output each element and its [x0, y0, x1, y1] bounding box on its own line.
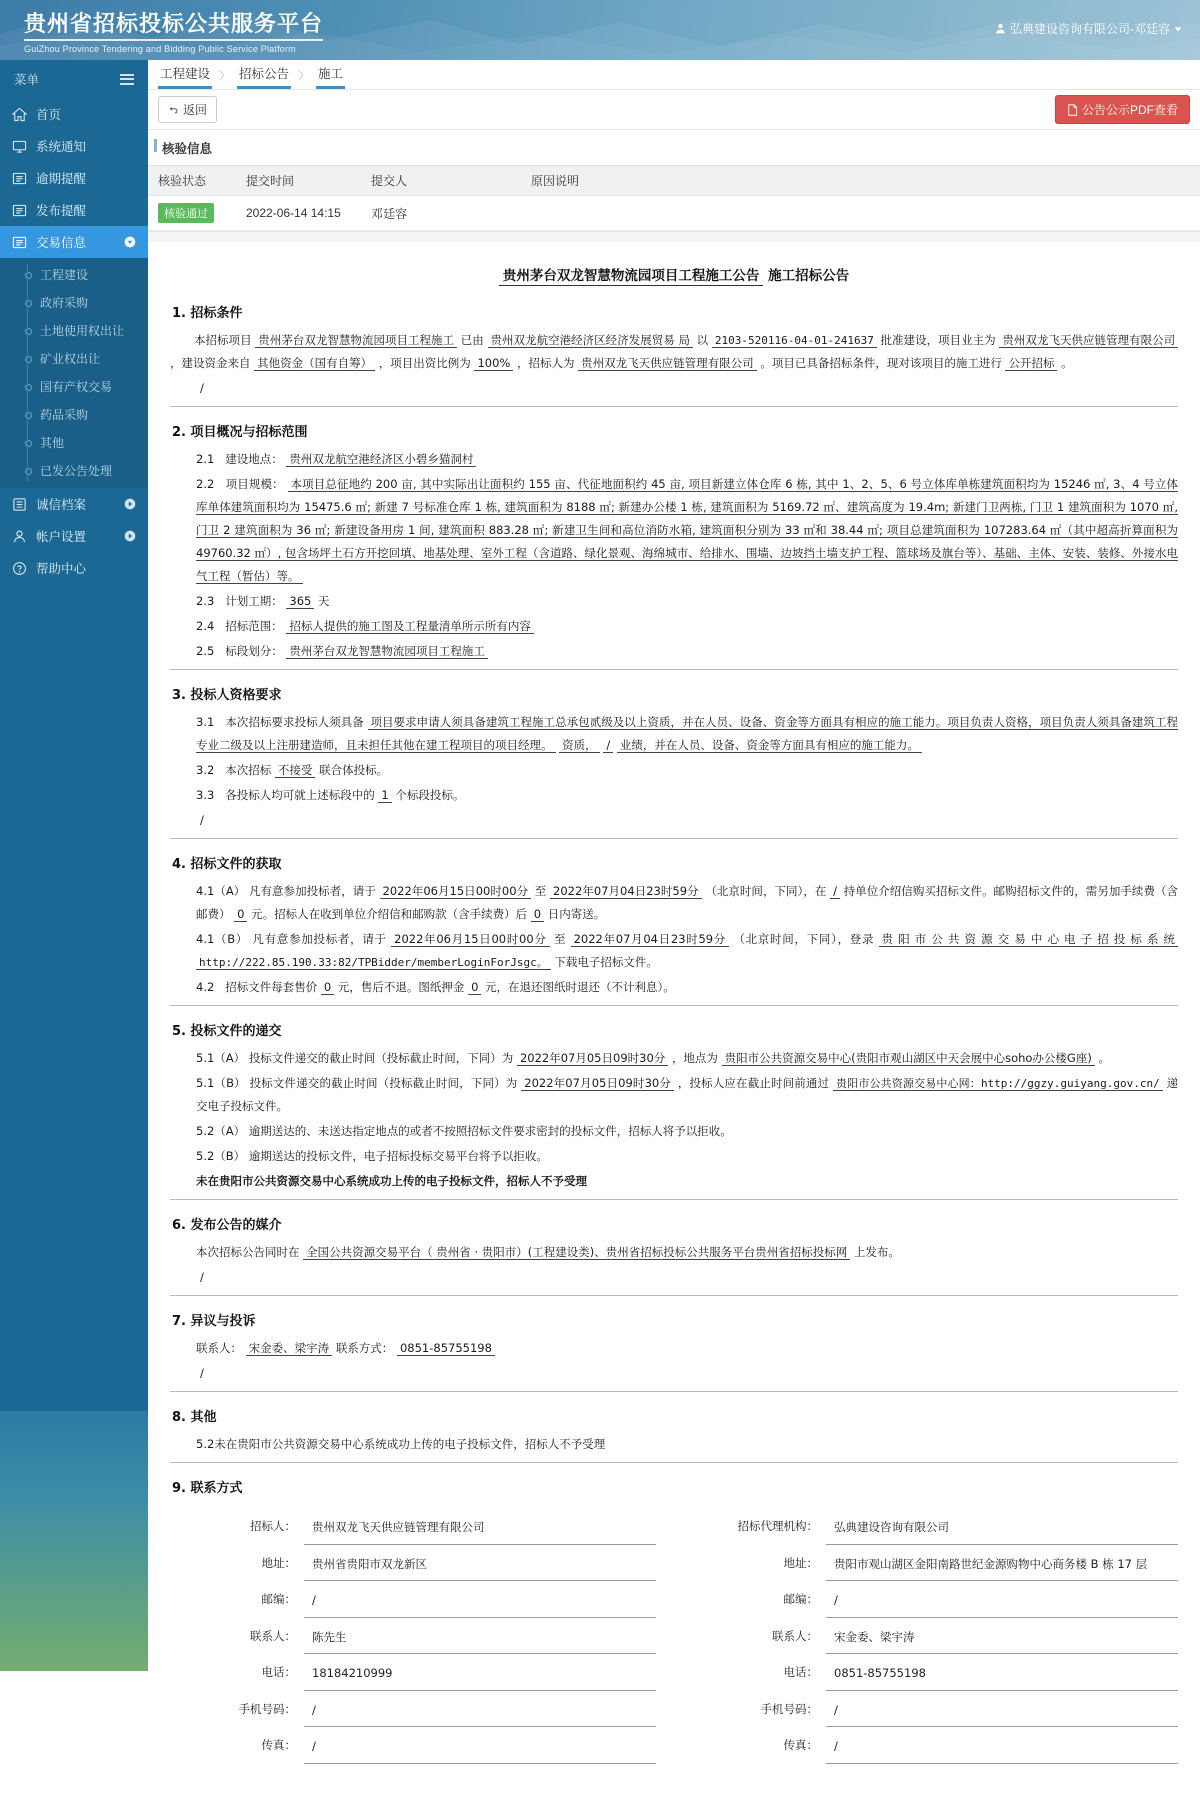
contact-label: 电话：: [261, 1665, 296, 1680]
field-complaint-contact: 宋金委、梁宇涛: [246, 1341, 333, 1356]
text-fragment: ，投标人应在截止时间前通过: [677, 1076, 830, 1090]
text-fragment: 业绩，并在人员、设备、资金等方面具有相应的施工能力。: [617, 738, 922, 753]
section-5-note: 未在贵阳市公共资源交易中心系统成功上传的电子投标文件，招标人不予受理: [196, 1174, 587, 1188]
section-5-heading: 5. 投标文件的递交: [172, 1024, 282, 1039]
sidebar-subitem-label: 土地使用权出让: [40, 323, 125, 338]
text-fragment: （北京时间，下同），在: [705, 884, 827, 898]
text-fragment: 凡有意参加投标者，请于: [252, 932, 387, 946]
column-header-person: 提交人: [361, 166, 521, 196]
section-6-row: [170, 1241, 1178, 1264]
field-drawing-deposit: 0: [468, 980, 481, 995]
section-5-1a-row: [170, 1047, 1178, 1070]
pdf-view-button-label: 公告公示PDF查看: [1081, 103, 1178, 117]
text-fragment: 招标文件每套售价: [225, 980, 318, 994]
sidebar-subitem-published-notice[interactable]: [0, 456, 148, 484]
text-fragment: 日内寄送。: [547, 907, 606, 921]
text-fragment: 至: [534, 884, 547, 898]
contact-label: 邮编：: [783, 1592, 818, 1607]
contact-value-mobile: /: [304, 1693, 656, 1728]
document-title-main: 贵州茅台双龙智慧物流园项目工程施工公告: [499, 268, 764, 286]
text-fragment: 个标段投标。: [395, 788, 465, 802]
contact-row: [702, 1620, 1178, 1655]
sidebar-item-label: 帮助中心: [36, 562, 87, 576]
field-doc-end-time: 2022年07月04日23时59分: [550, 884, 702, 899]
text-fragment: 下载电子招标文件。: [554, 955, 658, 969]
clause-label: 本次招标: [225, 763, 272, 777]
section-5-2b-row: [170, 1145, 1178, 1168]
sidebar-subitem-engineering[interactable]: [0, 260, 148, 288]
sidebar-subitem-mining-rights[interactable]: [0, 344, 148, 372]
text-fragment: 上发布。: [853, 1245, 900, 1259]
sidebar-item-overdue-reminder[interactable]: [0, 162, 148, 194]
cell-time: 2022-06-14 14:15: [236, 196, 361, 231]
field-funding-ratio: 100%: [474, 356, 513, 371]
clause-label: 建设地点：: [225, 452, 283, 466]
text-fragment: 联合体投标。: [319, 763, 389, 777]
sidebar: [0, 60, 148, 1671]
back-button[interactable]: [158, 96, 217, 123]
field-consortium-accepted: 不接受: [275, 763, 316, 778]
contact-value-fax: /: [304, 1729, 656, 1764]
field-doc-start-time: 2022年06月15日00时00分: [380, 884, 532, 899]
sidebar-item-publish-reminder[interactable]: [0, 194, 148, 226]
clause-number: 2.2: [196, 477, 215, 491]
clause-number: 3.1: [196, 715, 215, 729]
brand-title-cn: 贵州省招标投标公共服务平台: [24, 7, 323, 41]
pdf-file-icon: [1067, 104, 1078, 116]
contact-value-mobile: /: [826, 1693, 1178, 1728]
section-6-slash: /: [200, 1270, 204, 1284]
sidebar-subitem-label: 其他: [40, 435, 65, 450]
clause-label: 本次招标要求投标人须具备: [225, 715, 364, 729]
contacts-column-tenderee: [180, 1510, 656, 1766]
cell-status: [148, 196, 236, 231]
action-toolbar: [148, 90, 1200, 130]
field-mail-fee: 0: [234, 907, 247, 922]
sidebar-subitem-other[interactable]: [0, 428, 148, 456]
contact-label: 联系人：: [772, 1628, 818, 1643]
cell-person: 邓廷容: [361, 196, 521, 231]
field-performance: /: [603, 738, 613, 753]
announcement-document: [148, 242, 1200, 1796]
contact-row: [180, 1620, 656, 1655]
contacts-block: [170, 1510, 1178, 1766]
contact-value-fax: /: [826, 1729, 1178, 1764]
clause-number: 2.4: [196, 619, 215, 633]
section-2-heading: 2. 项目概况与招标范围: [172, 425, 308, 440]
contacts-column-agency: [702, 1510, 1178, 1766]
contact-value-address: 贵阳市观山湖区金阳南路世纪金源购物中心商务楼 B 栋 17 层: [826, 1547, 1178, 1582]
contact-row: [180, 1583, 656, 1618]
text-fragment: 本次招标公告同时在: [196, 1245, 300, 1259]
contact-value-postcode: /: [304, 1583, 656, 1618]
contact-label: 地址：: [261, 1555, 296, 1570]
text-fragment: 天: [318, 594, 330, 608]
clause-number: 3.3: [196, 788, 215, 802]
text-fragment: 投标文件递交的截止时间（投标截止时间，下同）为: [249, 1076, 518, 1090]
field-tender-scope: 招标人提供的施工图及工程量清单所示所有内容: [286, 619, 534, 634]
section-divider: [170, 1462, 1178, 1463]
sidebar-item-account-settings[interactable]: [0, 520, 148, 552]
contact-label: 地址：: [783, 1555, 818, 1570]
document-title-sub: 施工招标公告: [768, 268, 850, 284]
user-icon: [995, 23, 1006, 34]
clause-label: 联系人：: [196, 1341, 242, 1355]
field-bid-deadline: 2022年07月05日09时30分: [517, 1051, 668, 1066]
field-project-owner: 贵州双龙飞天供应链管理有限公司: [999, 333, 1178, 348]
section-divider: [170, 838, 1178, 839]
main-content: [148, 60, 1200, 1754]
text-fragment: （北京时间，下同），登录: [733, 932, 875, 946]
hamburger-icon[interactable]: [120, 74, 134, 85]
chevron-right-icon: [124, 530, 136, 542]
contact-label: 招标代理机构：: [737, 1519, 818, 1533]
text-fragment: 以: [696, 333, 709, 347]
section-4-1b-row: [170, 928, 1178, 974]
field-duration: 365: [286, 594, 314, 609]
sidebar-subitem-gov-procurement[interactable]: [0, 288, 148, 316]
clause-number: 4.1（A）: [196, 884, 246, 898]
text-fragment: 。: [1061, 356, 1073, 370]
contact-row: [180, 1656, 656, 1691]
field-project-name: 贵州茅台双龙智慧物流园项目工程施工: [255, 333, 457, 348]
section-2-1-row: [170, 448, 1178, 471]
sidebar-subitem-label: 药品采购: [40, 407, 89, 422]
monitor-icon: [12, 139, 27, 154]
user-name: 弘典建设咨询有限公司-邓廷容: [1010, 22, 1170, 36]
list-box-icon: [12, 203, 27, 218]
section-2-4-row: [170, 615, 1178, 638]
text-fragment: ，项目出资比例为: [378, 356, 471, 370]
sidebar-item-transaction-info[interactable]: [0, 226, 148, 258]
section-2-5-row: [170, 640, 1178, 663]
breadcrumb-separator-icon: 〉: [298, 69, 310, 82]
clause-label: 各投标人均可就上述标段中的: [225, 788, 375, 802]
sidebar-item-label: 诚信档案: [36, 498, 87, 512]
contact-row: [180, 1729, 656, 1764]
section-6-heading: 6. 发布公告的媒介: [172, 1218, 282, 1233]
contact-row: [702, 1547, 1178, 1582]
breadcrumb-separator-icon: 〉: [219, 69, 231, 82]
section-divider: [170, 406, 1178, 407]
section-7-slash: /: [200, 1366, 204, 1380]
field-trading-center-url[interactable]: 贵阳市公共资源交易中心网：http://ggzy.guiyang.gov.cn/: [833, 1077, 1163, 1091]
contact-label: 电话：: [783, 1665, 818, 1680]
text-fragment: 持单位介绍信购买招标文件。邮购招标文件的，需另加手续费（含邮费）: [196, 884, 1179, 921]
breadcrumb-item-engineering[interactable]: 工程建设: [158, 60, 212, 89]
breadcrumb-item-construction[interactable]: 施工: [316, 60, 345, 89]
app-header: [0, 0, 1200, 60]
field-section-count: 1: [378, 788, 391, 803]
contact-row: [702, 1693, 1178, 1728]
breadcrumb: [148, 60, 1200, 90]
contact-label: 手机号码：: [238, 1701, 296, 1716]
brand-block: [24, 7, 323, 54]
contact-value-phone: 0851-85755198: [826, 1656, 1178, 1691]
field-construction-site: 贵州双龙航空港经济区小碧乡猫洞村: [286, 452, 476, 467]
pdf-view-button[interactable]: [1055, 95, 1190, 124]
text-fragment: 。: [1098, 1051, 1110, 1065]
sidebar-subitem-label: 政府采购: [40, 295, 89, 310]
field-tenderee: 贵州双龙飞天供应链管理有限公司: [578, 356, 757, 371]
sidebar-item-help-center[interactable]: [0, 552, 148, 584]
text-fragment: 批准建设，项目业主为: [880, 333, 996, 347]
section-9-heading: 9. 联系方式: [172, 1481, 243, 1496]
contact-row: [702, 1729, 1178, 1764]
field-online-end-time: 2022年07月04日23时59分: [571, 932, 729, 947]
contact-value-person: 宋金委、梁宇涛: [826, 1620, 1178, 1655]
section-divider: [170, 669, 1178, 670]
document-title: [170, 264, 1178, 284]
contact-value-agency: 弘典建设咨询有限公司: [826, 1510, 1178, 1545]
sidebar-subitem-label: 矿业权出让: [40, 351, 101, 366]
text-fragment: 凡有意参加投标者，请于: [248, 884, 376, 898]
text-fragment: ，地点为: [671, 1051, 718, 1065]
contact-row: [702, 1656, 1178, 1691]
field-section-division: 贵州茅台双龙智慧物流园项目工程施工: [286, 644, 488, 659]
field-funding-source: 其他资金（国有自筹）: [254, 356, 375, 371]
sidebar-photo-background: [0, 1411, 148, 1671]
archive-icon: [12, 497, 27, 512]
back-button-label: 返回: [183, 103, 208, 117]
sidebar-item-label: 系统通知: [36, 140, 87, 154]
section-divider: [170, 1295, 1178, 1296]
section-7-heading: 7. 异议与投诉: [172, 1314, 256, 1329]
field-project-scale: 本项目总征地约 200 亩, 其中实际出让面积约 155 亩、代征地面积约 45 亩, 项目新建立体仓库 6 栋, 其中 1、2、5、6 号立体库单栋建筑面积均为 15246 ㎡, 3、4 号立体库单体建筑面积均为 15475.6 ㎡; 新建 7 号标准仓库 1 栋, 建筑面积为 8188 ㎡; 新建办公楼 1 栋, 建筑面积为 5169.72 ㎡、建筑高度为 19.4m; 新建门卫两栋, 门卫 1 建筑面积为 1070 ㎡, 门卫 2 建筑面积为 36 ㎡; 新建设备用房 1 间, 建筑面积 883.28 ㎡; 新建卫生间和高位消防水箱, 建筑面积分别为 33 ㎡和 38.44 ㎡; 项目总建筑面积为 107283.64 ㎡（其中超高折算面积为 49760.32 ㎡）, 包含场坪土石方开挖回填、地基处理、室外工程（含道路、绿化景观、海绵城市、给排水、围墙、边坡挡土墙支护工程、篮球场及旗台等）、基础、主体、安装、装修、外接水电气工程（暂估）等。: [196, 477, 1179, 583]
text-fragment: 元。招标人在收到单位介绍信和邮购款（含手续费）后: [251, 907, 528, 921]
text-fragment: 已由: [460, 333, 484, 347]
contact-value-address: 贵州省贵阳市双龙新区: [304, 1547, 656, 1582]
cell-reason: [521, 196, 1200, 231]
status-badge: 核验通过: [158, 203, 214, 223]
section-divider: [170, 1005, 1178, 1006]
contact-label: 传真：: [783, 1738, 818, 1753]
section-1-slash: /: [200, 381, 204, 395]
clause-number: 2.5: [196, 644, 215, 658]
text-fragment: 投标文件递交的截止时间（投标截止时间，下同）为: [248, 1051, 514, 1065]
contact-label: 邮编：: [261, 1592, 296, 1607]
clause-text: 逾期送达的投标文件，电子招标投标交易平台将予以拒收。: [248, 1149, 548, 1163]
sidebar-header: [0, 60, 148, 98]
clause-label: 项目规模：: [225, 477, 284, 491]
verification-panel-title: 核验信息: [148, 130, 1200, 165]
section-7-row: [170, 1337, 1178, 1360]
contact-row: [180, 1510, 656, 1545]
clause-number: 2.1: [196, 452, 215, 466]
submenu-connector-line: [27, 264, 28, 482]
section-1-heading: 1. 招标条件: [172, 306, 243, 321]
field-doc-purchase-place: /: [830, 884, 840, 899]
chevron-right-icon: [124, 498, 136, 510]
section-divider: [170, 1391, 1178, 1392]
sidebar-submenu-transaction-info: [0, 258, 148, 488]
contact-value-person: 陈先生: [304, 1620, 656, 1655]
text-fragment: 元，售后不退。图纸押金: [337, 980, 465, 994]
field-bidding-system-name: 贵 阳 市 公 共 资 源 交 易 中 心 电 子 招 投 标 系 统: [879, 932, 1178, 947]
sidebar-item-label: 首页: [36, 108, 62, 122]
sidebar-item-label: 帐户设置: [36, 530, 87, 544]
clause-number: 3.2: [196, 763, 215, 777]
sidebar-subitem-drug-procurement[interactable]: [0, 400, 148, 428]
text-fragment: 元，在退还图纸时退还（不计利息）。: [485, 980, 675, 994]
clause-number: 4.2: [196, 980, 215, 994]
clause-number: 5.1（A）: [196, 1051, 246, 1065]
field-bid-submission-place: 贵阳市公共资源交易中心(贵阳市观山湖区中天会展中心soho办公楼G座): [722, 1051, 1095, 1066]
section-divider: [170, 1199, 1178, 1200]
contact-row: [180, 1547, 656, 1582]
clause-label: 联系方式：: [335, 1341, 394, 1355]
list-box-icon: [12, 235, 27, 250]
sidebar-item-system-notice[interactable]: [0, 130, 148, 162]
section-4-heading: 4. 招标文件的获取: [172, 857, 282, 872]
clause-label: 招标范围：: [225, 619, 283, 633]
field-tender-mode: 公开招标: [1005, 356, 1057, 371]
text-fragment: 本招标项目: [194, 333, 252, 347]
clause-number: 5.2（B）: [196, 1149, 246, 1163]
contact-label: 招标人：: [250, 1519, 296, 1533]
clause-number: 5.1（B）: [196, 1076, 246, 1090]
verification-panel: [148, 130, 1200, 232]
field-complaint-phone: 0851-85755198: [397, 1341, 495, 1356]
undo-icon: [168, 104, 179, 115]
section-1-paragraph: [170, 329, 1178, 375]
text-fragment: ，建设资金来自: [170, 356, 251, 370]
contact-value-tenderee: 贵州双龙飞天供应链管理有限公司: [304, 1510, 656, 1545]
field-bidder-qualification: 项目要求申请人须具备建筑工程施工总承包贰级及以上资质，并在人员、设备、资金等方面具有相应的施工能力。项目负责人资格，项目负责人须具备建筑工程专业二级及以上注册建造师，且未担任其他在建工程项目的项目经理。: [196, 715, 1179, 752]
contact-value-phone: 18184210999: [304, 1656, 656, 1691]
sidebar-subitem-label: 国有产权交易: [40, 379, 113, 394]
clause-text: 逾期送达的、未送达指定地点的或者不按照招标文件要求密封的投标文件，招标人将予以拒收。: [248, 1124, 732, 1138]
clause-number: 2.3: [196, 594, 215, 608]
text-fragment: 。项目已具备招标条件，现对该项目的施工进行: [760, 356, 1002, 370]
sidebar-subitem-label: 已发公告处理: [40, 463, 113, 478]
section-3-slash: /: [200, 813, 204, 827]
section-3-2-row: [170, 759, 1178, 782]
sidebar-item-label: 发布提醒: [36, 204, 87, 218]
clause-number: 5.2（A）: [196, 1124, 246, 1138]
column-header-reason: 原因说明: [521, 166, 1200, 196]
field-mail-days: 0: [531, 907, 544, 922]
field-doc-price: 0: [321, 980, 334, 995]
sidebar-menu-label: 菜单: [14, 73, 40, 87]
contact-label: 传真：: [261, 1738, 296, 1753]
contact-row: [702, 1510, 1178, 1545]
field-publication-media: 全国公共资源交易平台（ 贵州省 · 贵阳市）(工程建设类)、贵州省招标投标公共服务平台贵州省招标投标网: [303, 1245, 850, 1260]
contact-row: [180, 1693, 656, 1728]
text-fragment: 递交电子投标文件。: [196, 1076, 1179, 1113]
table-row: [148, 196, 1200, 231]
clause-number: 4.1（B）: [196, 932, 249, 946]
person-icon: [12, 529, 27, 544]
section-8-text: 5.2未在贵阳市公共资源交易中心系统成功上传的电子投标文件，招标人不予受理: [196, 1437, 606, 1451]
section-2-3-row: [170, 590, 1178, 613]
breadcrumb-item-tender-notice[interactable]: 招标公告: [237, 60, 291, 89]
sidebar-item-label: 逾期提醒: [36, 172, 87, 186]
sidebar-subitem-state-property[interactable]: [0, 372, 148, 400]
column-header-status: 核验状态: [148, 166, 236, 196]
sidebar-subitem-label: 工程建设: [40, 267, 89, 282]
field-bidding-system-url[interactable]: http://222.85.190.33:82/TPBidder/memberLoginForJsgc。: [196, 956, 551, 970]
brand-title-en: GuiZhou Province Tendering and Bidding Public Service Platform: [24, 44, 296, 54]
sidebar-subitem-land-use-rights[interactable]: [0, 316, 148, 344]
clause-label: 计划工期：: [225, 594, 283, 608]
section-3-1-row: [170, 711, 1178, 757]
text-fragment: 至: [553, 932, 567, 946]
field-approver: 贵州双龙航空港经济区经济发展贸易 局: [488, 333, 693, 348]
verification-table: [148, 165, 1200, 231]
list-box-icon: [12, 171, 27, 186]
contact-row: [702, 1583, 1178, 1618]
table-header-row: [148, 166, 1200, 196]
section-4-1a-row: [170, 880, 1178, 926]
chevron-down-icon: [124, 236, 136, 248]
section-5-2a-row: [170, 1120, 1178, 1143]
field-online-start-time: 2022年06月15日00时00分: [391, 932, 549, 947]
section-8-heading: 8. 其他: [172, 1410, 217, 1425]
sidebar-item-home[interactable]: [0, 98, 148, 130]
sidebar-item-label: 交易信息: [36, 236, 87, 250]
sidebar-item-credit-archive[interactable]: [0, 488, 148, 520]
text-fragment: ，招标人为: [517, 356, 575, 370]
question-circle-icon: [12, 561, 27, 576]
contact-value-postcode: /: [826, 1583, 1178, 1618]
text-fragment: 资质，: [559, 738, 600, 753]
field-approval-code: 2103-520116-04-01-241637: [712, 334, 877, 348]
field-online-bid-deadline: 2022年07月05日09时30分: [521, 1076, 674, 1091]
caret-down-icon: [1174, 25, 1182, 33]
clause-label: 标段划分：: [225, 644, 283, 658]
section-4-2-row: [170, 976, 1178, 999]
home-icon: [12, 107, 27, 122]
section-5-1b-row: [170, 1072, 1178, 1118]
section-2-2-row: [170, 473, 1178, 588]
contact-label: 手机号码：: [760, 1701, 818, 1716]
contact-label: 联系人：: [250, 1628, 296, 1643]
user-menu[interactable]: [995, 20, 1182, 37]
section-3-heading: 3. 投标人资格要求: [172, 688, 282, 703]
column-header-time: 提交时间: [236, 166, 361, 196]
section-3-3-row: [170, 784, 1178, 807]
